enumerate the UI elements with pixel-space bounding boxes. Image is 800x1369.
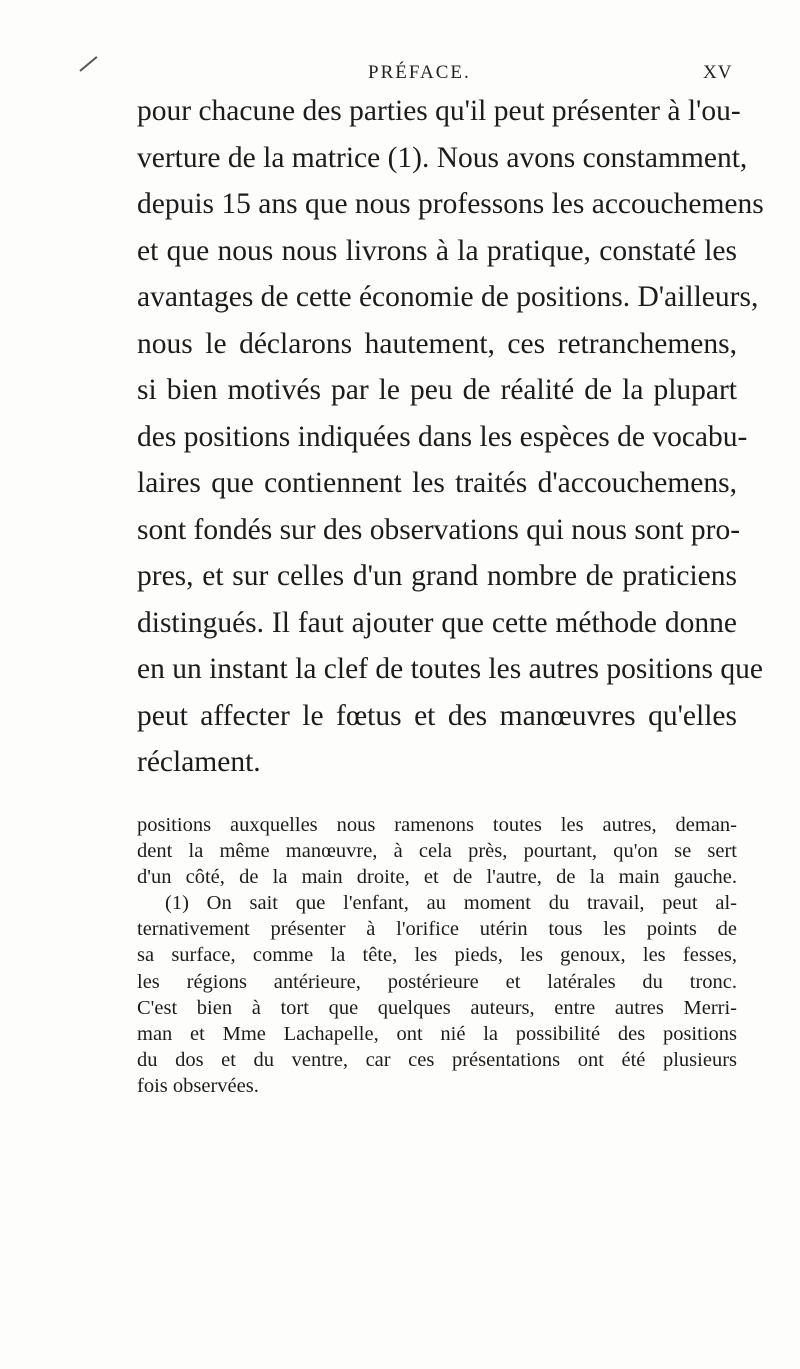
footnote-line: ternativement présenter à l'orifice utérin tous les points de [137,918,737,941]
text-line: avantages de cette économie de positions. D'ailleurs, [137,281,759,313]
footnote-line: (1) On sait que l'enfant, au moment du travail, peut al- [165,892,737,915]
text-line: pres, et sur celles d'un grand nombre de praticiens [137,560,737,592]
running-title: PRÉFACE. [368,62,471,83]
footnote-line: man et Mme Lachapelle, ont nié la possibilité des positions [137,1022,737,1045]
text-line: en un instant la clef de toutes les autres positions que [137,653,763,685]
text-line: si bien motivés par le peu de réalité de la plupart [137,374,737,406]
text-line: des positions indiquées dans les espèces de vocabu- [137,420,748,453]
footnote-line: les régions antérieure, postérieure et latérales du tronc. [137,970,737,993]
text-line: réclament. [137,746,261,778]
text-line: pour chacune des parties qu'il peut présenter à l'ou- [137,95,741,127]
text-line: laires que contiennent les traités d'accouchemens, [137,467,737,499]
footnote-line: du dos et du ventre, car ces présentations ont été plusieurs [137,1048,737,1071]
footnote-line: sa surface, comme la tête, les pieds, les genoux, les fesses, [137,944,737,967]
page-number: XV [703,62,733,83]
note-continuation-line: d'un côté, de la main droite, et de l'autre, de la main gauche. [137,866,737,889]
footnotes [137,812,737,1099]
text-line: sont fondés sur des observations qui nous sont pro- [137,513,741,546]
text-line: et que nous nous livrons à la pratique, constaté les [137,234,737,267]
footnote-line: C'est bien à tort que quelques auteurs, entre autres Merri- [137,996,737,1019]
text-line: distingués. Il faut ajouter que cette méthode donne [137,606,737,639]
note-continuation-line: positions auxquelles nous ramenons toutes les autres, deman- [137,814,737,836]
text-line: nous le déclarons hautement, ces retranchemens, [137,327,737,360]
text-line: depuis 15 ans que nous professons les accouchemens [137,188,764,220]
text-line: verture de la matrice (1). Nous avons constamment, [137,141,748,174]
note-continuation-line: dent la même manœuvre, à cela près, pourtant, qu'on se sert [137,840,737,863]
page-header [0,62,800,90]
text-line: peut affecter le fœtus et des manœuvres qu'elles [137,699,737,732]
main-paragraph [137,88,764,786]
footnote-line: fois observées. [137,1074,259,1097]
